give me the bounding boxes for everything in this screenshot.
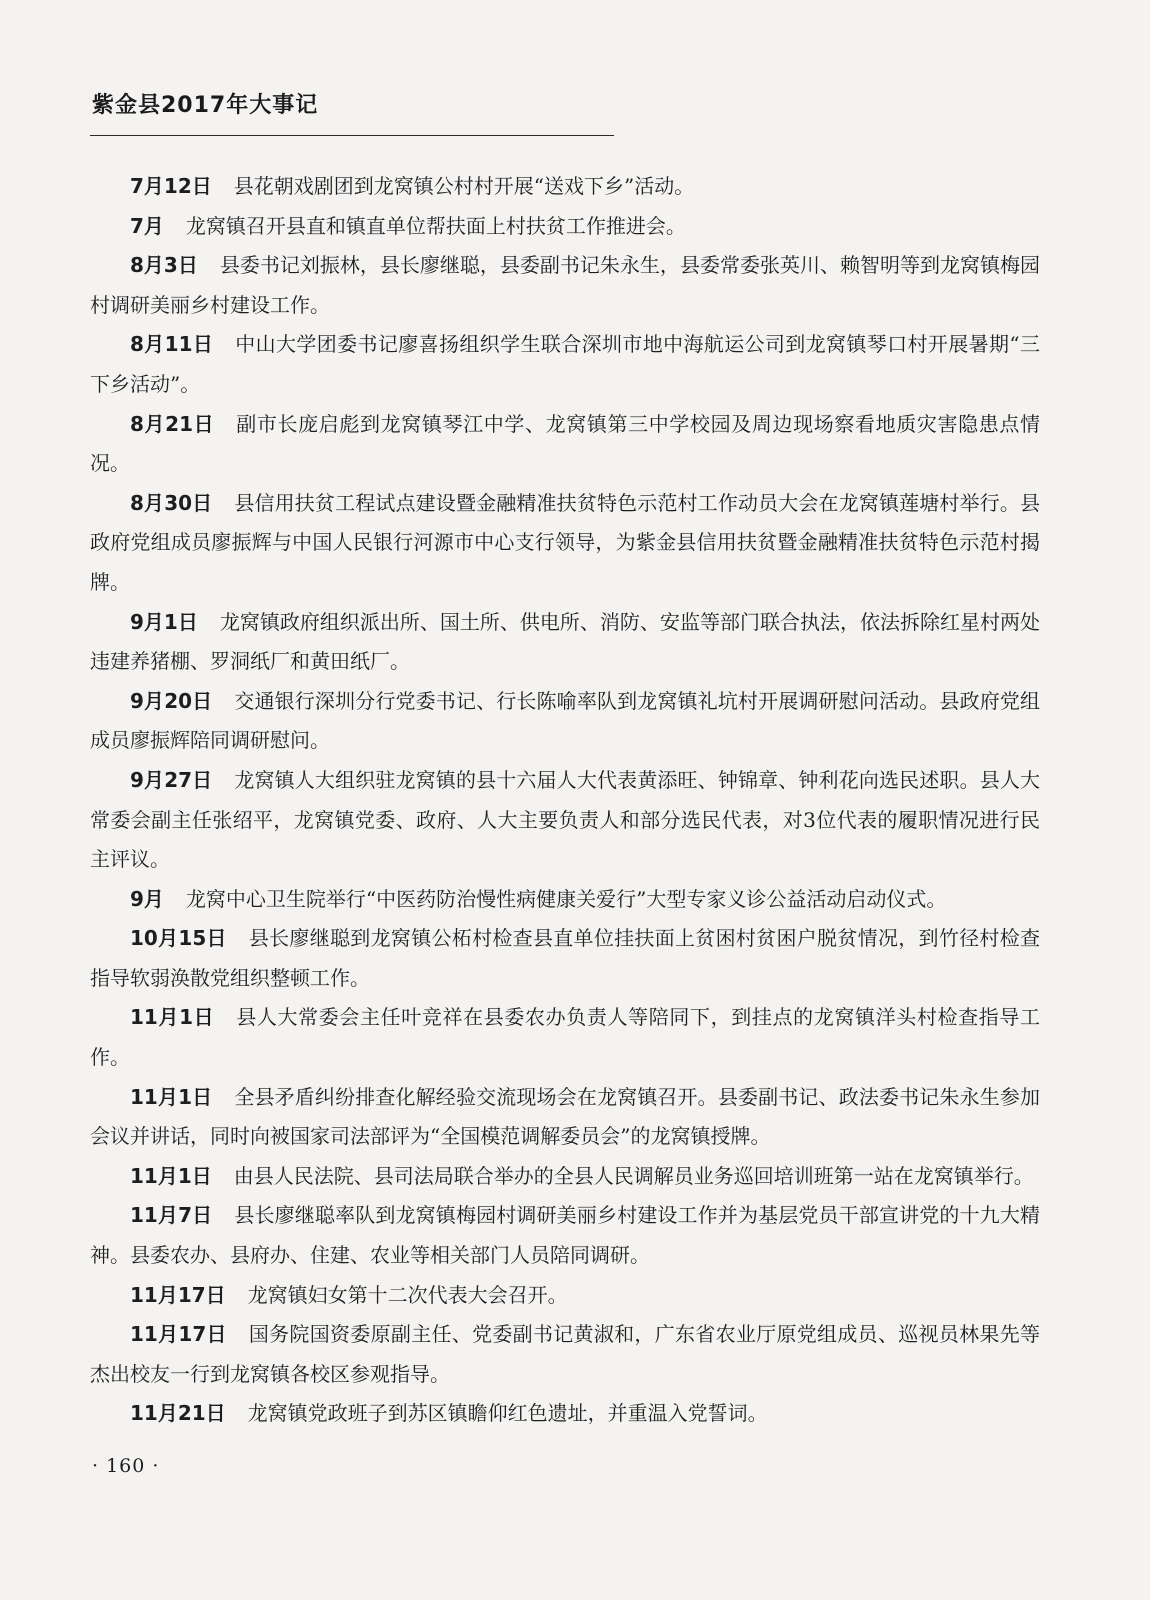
chronicle-entries: [90, 167, 1040, 1434]
entry-text: 县信用扶贫工程试点建设暨金融精准扶贫特色示范村工作动员大会在龙窝镇莲塘村举行。县政府党组成员廖振辉与中国人民银行河源市中心支行领导，为紫金县信用扶贫暨金融精准扶贫特色示范村揭牌。: [90, 490, 1041, 594]
entry-text: 龙窝镇党政班子到苏区镇瞻仰红色遗址，并重温入党誓词。: [247, 1401, 768, 1426]
entry-11-21: [90, 1394, 1040, 1434]
entry-text: 县长廖继聪率队到龙窝镇梅园村调研美丽乡村建设工作并为基层党员干部宣讲党的十九大精神。县委农办、县府办、住建、农业等相关部门人员陪同调研。: [90, 1203, 1041, 1268]
entry-11-1-b: [90, 1078, 1040, 1157]
entry-date: 7月12日: [130, 174, 212, 198]
entry-date: 9月1日: [130, 609, 198, 634]
entry-date: 11月21日: [130, 1401, 226, 1426]
entry-7-12: [90, 167, 1040, 207]
entry-date: 11月17日: [130, 1322, 227, 1347]
entry-8-21: [90, 405, 1040, 484]
entry-10-15: [90, 919, 1040, 998]
entry-date: 9月27日: [130, 767, 213, 792]
entry-text: 龙窝中心卫生院举行“中医药防治慢性病健康关爱行”大型专家义诊公益活动启动仪式。: [185, 886, 947, 911]
entry-text: 龙窝镇政府组织派出所、国土所、供电所、消防、安监等部门联合执法，依法拆除红星村两处违建养猪棚、罗洞纸厂和黄田纸厂。: [90, 609, 1041, 674]
entry-7: [90, 207, 1040, 247]
entry-11-17-b: [90, 1315, 1040, 1394]
entry-date: 9月20日: [130, 688, 213, 713]
entry-date: 11月1日: [130, 1005, 215, 1030]
entry-text: 龙窝镇召开县直和镇直单位帮扶面上村扶贫工作推进会。: [185, 213, 686, 238]
entry-8-30: [90, 484, 1040, 603]
entry-11-1-c: [90, 1157, 1040, 1197]
entry-text: 中山大学团委书记廖喜扬组织学生联合深圳市地中海航运公司到龙窝镇琴口村开展暑期“三下乡活动”。: [90, 332, 1040, 396]
entry-9-27: [90, 761, 1040, 880]
entry-text: 由县人民法院、县司法局联合举办的全县人民调解员业务巡回培训班第一站在龙窝镇举行。: [233, 1163, 1034, 1188]
entry-11-17-a: [90, 1276, 1040, 1316]
entry-date: 7月: [130, 213, 164, 238]
entry-text: 县委书记刘振林，县长廖继聪，县委副书记朱永生，县委常委张英川、赖智明等到龙窝镇梅园村调研美丽乡村建设工作。: [90, 253, 1041, 317]
entry-text: 县长廖继聪到龙窝镇公柘村检查县直单位挂扶面上贫困村贫困户脱贫情况，到竹径村检查指导软弱涣散党组织整顿工作。: [90, 926, 1040, 990]
entry-text: 龙窝镇妇女第十二次代表大会召开。: [247, 1282, 568, 1307]
page-number: · 160 ·: [92, 1455, 160, 1477]
entry-date: 8月3日: [130, 253, 198, 278]
entry-date: 8月30日: [130, 490, 213, 515]
entry-text: 县花朝戏剧团到龙窝镇公村村开展“送戏下乡”活动。: [233, 174, 695, 198]
entry-date: 11月1日: [130, 1163, 212, 1188]
header-divider: [90, 135, 614, 136]
entry-date: 11月1日: [130, 1084, 213, 1109]
page-header-title: 紫金县2017年大事记: [92, 93, 319, 118]
entry-date: 9月: [130, 886, 164, 911]
entry-9-20: [90, 682, 1040, 761]
entry-text: 副市长庞启彪到龙窝镇琴江中学、龙窝镇第三中学校园及周边现场察看地质灾害隐患点情况。: [90, 411, 1040, 476]
entry-9: [90, 880, 1040, 920]
entry-8-3: [90, 246, 1040, 325]
entry-11-7: [90, 1196, 1040, 1275]
entry-text: 龙窝镇人大组织驻龙窝镇的县十六届人大代表黄添旺、钟锦章、钟利花向选民述职。县人大常委会副主任张绍平，龙窝镇党委、政府、人大主要负责人和部分选民代表，对3位代表的履职情况进行民主评议。: [90, 767, 1041, 872]
entry-text: 全县矛盾纠纷排查化解经验交流现场会在龙窝镇召开。县委副书记、政法委书记朱永生参加会议并讲话，同时向被国家司法部评为“全国模范调解委员会”的龙窝镇授牌。: [90, 1084, 1041, 1149]
entry-date: 10月15日: [130, 926, 227, 951]
entry-text: 交通银行深圳分行党委书记、行长陈喻率队到龙窝镇礼坑村开展调研慰问活动。县政府党组成员廖振辉陪同调研慰问。: [90, 688, 1041, 753]
entry-11-1-a: [90, 998, 1040, 1077]
entry-8-11: [90, 325, 1040, 404]
entry-text: 县人大常委会主任叶竞祥在县委农办负责人等陪同下，到挂点的龙窝镇洋头村检查指导工作。: [90, 1005, 1040, 1070]
entry-date: 8月11日: [130, 332, 214, 357]
entry-date: 8月21日: [130, 411, 215, 436]
entry-date: 11月7日: [130, 1203, 213, 1228]
entry-9-1: [90, 603, 1040, 682]
entry-text: 国务院国资委原副主任、党委副书记黄淑和，广东省农业厅原党组成员、巡视员林果先等杰出校友一行到龙窝镇各校区参观指导。: [90, 1322, 1040, 1386]
entry-date: 11月17日: [130, 1282, 226, 1307]
